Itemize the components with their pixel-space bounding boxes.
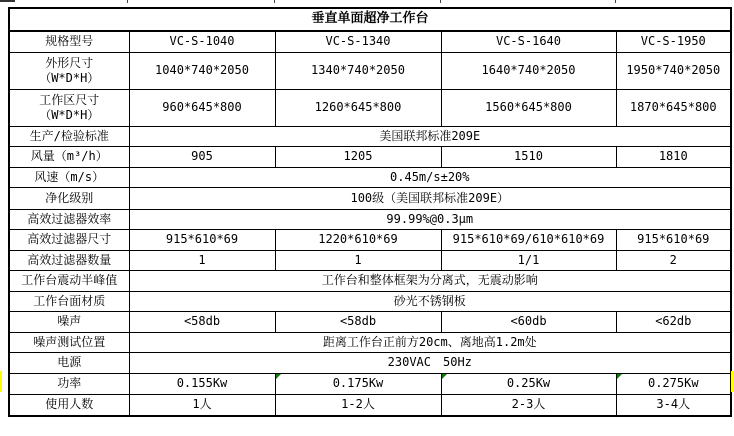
work-area-cell[interactable]: 1870*645*800 xyxy=(616,89,731,126)
power-cell[interactable] xyxy=(275,373,441,394)
power-cell[interactable] xyxy=(441,373,616,394)
users-cell[interactable]: 3-4人 xyxy=(616,394,731,416)
users-cell[interactable]: 1人 xyxy=(129,394,275,416)
power-cell[interactable] xyxy=(616,373,731,394)
label-line1: 外形尺寸 xyxy=(45,55,94,70)
filter-size-cell[interactable]: 915*610*69 xyxy=(129,229,275,250)
work-area-cell[interactable]: 1260*645*800 xyxy=(275,89,441,126)
work-area-cell[interactable]: 1560*645*800 xyxy=(441,89,616,126)
cell-error-triangle-icon xyxy=(276,374,281,379)
filter-qty-cell[interactable]: 1/1 xyxy=(441,250,616,270)
filter-size-cell[interactable]: 915*610*69 xyxy=(616,229,731,250)
power-value: 0.25Kw xyxy=(506,376,551,390)
noise-cell[interactable]: <60db xyxy=(441,311,616,332)
air-volume-cell[interactable]: 1810 xyxy=(616,146,731,167)
cell-error-triangle-icon xyxy=(442,374,447,379)
row-label-work-area[interactable] xyxy=(9,89,129,126)
gridline-fragment xyxy=(615,0,616,3)
filter-eff-cell[interactable]: 99.99%@0.3μm xyxy=(129,209,731,229)
noise-cell[interactable]: <58db xyxy=(129,311,275,332)
row-label-clean-class[interactable]: 净化级别 xyxy=(9,187,129,209)
row-label-standard[interactable]: 生产/检验标准 xyxy=(9,126,129,146)
row-label-model[interactable]: 规格型号 xyxy=(9,31,129,52)
outer-dim-cell[interactable]: 1040*740*2050 xyxy=(129,52,275,89)
model-cell[interactable]: VC-S-1950 xyxy=(616,31,731,52)
label-line1: 工作区尺寸 xyxy=(39,92,100,107)
outer-dim-cell[interactable]: 1950*740*2050 xyxy=(616,52,731,89)
surface-cell[interactable]: 砂光不锈钢板 xyxy=(129,291,731,311)
power-value: 0.275Kw xyxy=(647,376,699,390)
filter-size-cell[interactable]: 915*610*69/610*610*69 xyxy=(441,229,616,250)
gridline-fragment xyxy=(274,0,275,3)
air-volume-cell[interactable]: 905 xyxy=(129,146,275,167)
model-cell[interactable]: VC-S-1640 xyxy=(441,31,616,52)
row-label-noise-pos[interactable]: 噪声测试位置 xyxy=(9,332,129,352)
power-value: 0.175Kw xyxy=(332,376,384,390)
row-label-noise[interactable]: 噪声 xyxy=(9,311,129,332)
air-volume-cell[interactable]: 1205 xyxy=(275,146,441,167)
noise-pos-cell[interactable]: 距离工作台正前方20cm、离地高1.2m处 xyxy=(129,332,731,352)
spec-table xyxy=(8,7,732,417)
row-label-air-speed[interactable]: 风速（m/s） xyxy=(9,167,129,187)
filter-qty-cell[interactable]: 1 xyxy=(129,250,275,270)
outer-dim-cell[interactable]: 1640*740*2050 xyxy=(441,52,616,89)
gridline-fragment xyxy=(0,0,15,2)
air-speed-cell[interactable]: 0.45m/s±20% xyxy=(129,167,731,187)
users-cell[interactable]: 1-2人 xyxy=(275,394,441,416)
noise-cell[interactable]: <62db xyxy=(616,311,731,332)
clean-class-cell[interactable]: 100级（美国联邦标准209E） xyxy=(129,187,731,209)
label-line2: （W*D*H） xyxy=(39,107,100,122)
users-cell[interactable]: 2-3人 xyxy=(441,394,616,416)
cell-error-triangle-icon xyxy=(617,374,622,379)
row-label-users[interactable]: 使用人数 xyxy=(9,394,129,416)
noise-cell[interactable]: <58db xyxy=(275,311,441,332)
row-label-air-volume[interactable]: 风量（m³/h） xyxy=(9,146,129,167)
vibration-cell[interactable]: 工作台和整体框架为分离式，无震动影响 xyxy=(129,270,731,291)
selection-artifact xyxy=(0,371,2,392)
model-cell[interactable]: VC-S-1340 xyxy=(275,31,441,52)
model-cell[interactable]: VC-S-1040 xyxy=(129,31,275,52)
standard-cell[interactable]: 美国联邦标准209E xyxy=(129,126,731,146)
filter-size-cell[interactable]: 1220*610*69 xyxy=(275,229,441,250)
work-area-cell[interactable]: 960*645*800 xyxy=(129,89,275,126)
row-label-outer-dim[interactable] xyxy=(9,52,129,89)
row-label-vibration[interactable]: 工作台震动半峰值 xyxy=(9,270,129,291)
outer-dim-cell[interactable]: 1340*740*2050 xyxy=(275,52,441,89)
gridline-fragment xyxy=(440,0,441,3)
row-label-power-supply[interactable]: 电源 xyxy=(9,352,129,373)
filter-qty-cell[interactable]: 2 xyxy=(616,250,731,270)
filter-qty-cell[interactable]: 1 xyxy=(275,250,441,270)
power-cell[interactable]: 0.155Kw xyxy=(129,373,275,394)
row-label-surface[interactable]: 工作台面材质 xyxy=(9,291,129,311)
power-supply-cell[interactable]: 230VAC 50Hz xyxy=(129,352,731,373)
row-label-filter-size[interactable]: 高效过滤器尺寸 xyxy=(9,229,129,250)
gridline-fragment xyxy=(127,0,128,3)
row-label-power[interactable]: 功率 xyxy=(9,373,129,394)
table-title-cell[interactable]: 垂直单面超净工作台 xyxy=(9,8,731,31)
row-label-filter-eff[interactable]: 高效过滤器效率 xyxy=(9,209,129,229)
label-line2: （W*D*H） xyxy=(39,70,100,85)
air-volume-cell[interactable]: 1510 xyxy=(441,146,616,167)
row-label-filter-qty[interactable]: 高效过滤器数量 xyxy=(9,250,129,270)
